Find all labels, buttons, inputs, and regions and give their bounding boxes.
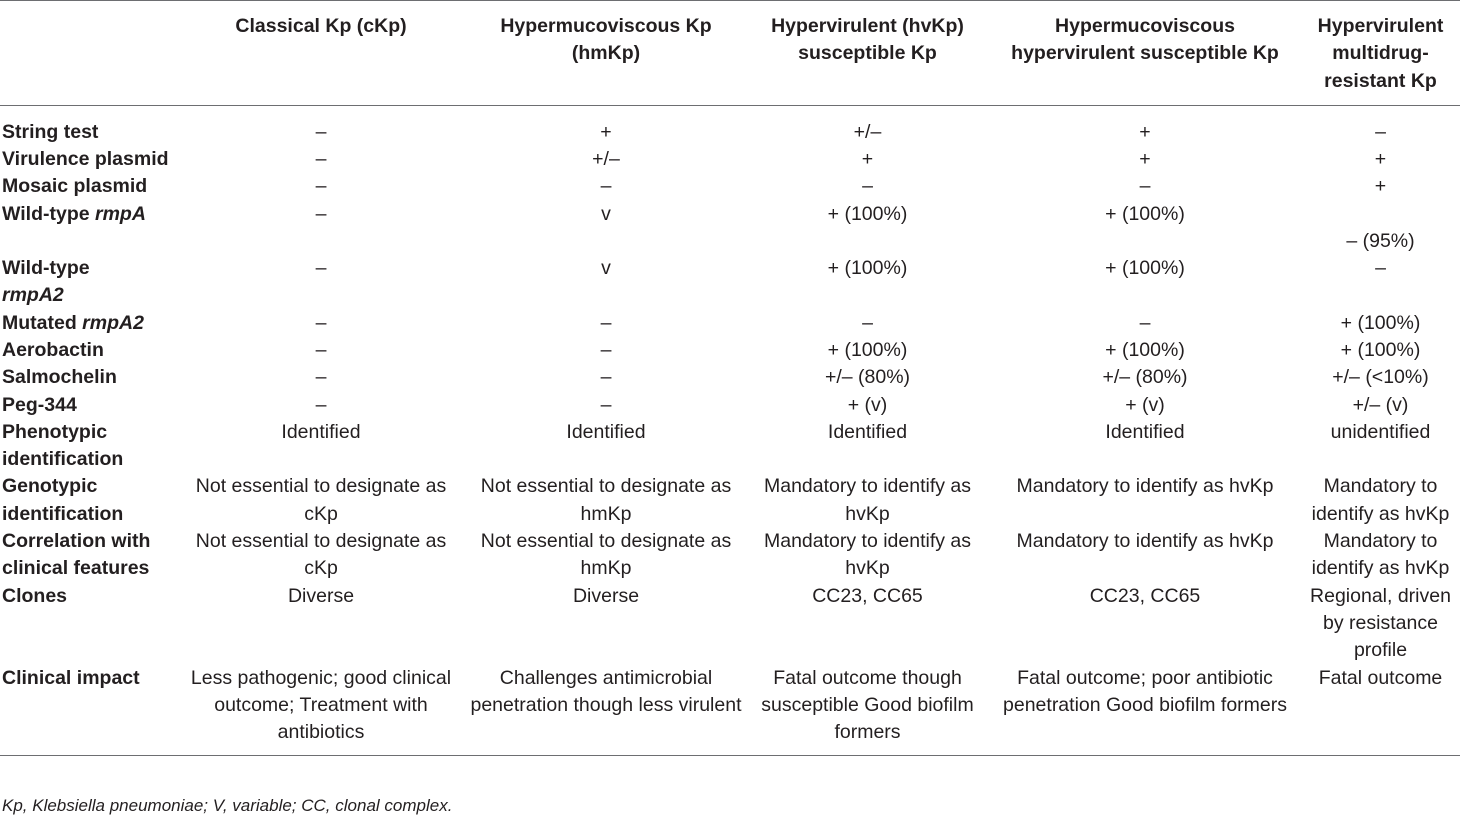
- table-row: [0, 105, 1460, 146]
- table-cell: Not essential to designate as cKp: [195, 530, 447, 580]
- table-row: [0, 364, 1460, 391]
- table-row: [0, 310, 1460, 337]
- table-cell: Mandatory to identify as hvKp: [1311, 530, 1450, 580]
- header-cell-hv-mdr: Hypervirulent multidrug-resistant Kp: [1301, 1, 1460, 106]
- table-cell: –: [600, 311, 612, 334]
- row-label-prefix: Mutated: [2, 311, 83, 334]
- table-row: [0, 173, 1460, 200]
- table-cell: Mandatory to identify as hvKp: [1311, 475, 1450, 525]
- table-cell: Mandatory to identify as hvKp: [763, 475, 972, 525]
- table-row: [0, 473, 1460, 528]
- header-cell-hm-hv-susceptible: Hypermucoviscous hypervirulent susceptible Kp: [989, 1, 1301, 106]
- table-cell: Identified: [566, 420, 646, 443]
- table-cell: + (100%): [1105, 338, 1185, 361]
- row-label-prefix: Wild-type: [2, 257, 90, 280]
- table-cell: CC23, CC65: [1089, 584, 1201, 607]
- row-label: [0, 201, 176, 255]
- row-label: Phenotypic identification: [2, 420, 124, 471]
- table-cell: CC23, CC65: [812, 584, 923, 607]
- row-label: Clinical impact: [0, 665, 176, 756]
- table-row: [0, 146, 1460, 173]
- row-label: Peg-344: [2, 393, 77, 416]
- table-cell: Fatal outcome; poor antibiotic penetration Good biofilm formers: [989, 665, 1301, 756]
- table-cell: –: [315, 366, 327, 389]
- table-cell: + (100%): [1105, 202, 1185, 225]
- table-row: [0, 583, 1460, 665]
- table-cell: Not essential to designate as hmKp: [480, 530, 732, 580]
- table-row: [0, 528, 1460, 583]
- table-cell: Mandatory to identify as hvKp: [1016, 475, 1274, 498]
- row-label-gene: rmpA2: [2, 284, 64, 307]
- table-cell: + (v): [847, 393, 888, 416]
- table-cell: Mandatory to identify as hvKp: [763, 530, 972, 580]
- table-cell: Diverse: [572, 584, 640, 607]
- table-cell: +: [861, 148, 874, 171]
- header-cell-classical: Classical Kp (cKp): [176, 1, 466, 106]
- table-cell: –: [1139, 175, 1151, 198]
- table-cell: –: [315, 338, 327, 361]
- header-cell-hypervirulent-susceptible: Hypervirulent (hvKp) susceptible Kp: [746, 1, 989, 106]
- row-label: Clones: [2, 584, 68, 607]
- table-cell: Fatal outcome: [1301, 665, 1460, 756]
- table-row: [0, 255, 1460, 310]
- table-cell: Mandatory to identify as hvKp: [1016, 530, 1274, 553]
- table-cell: +: [1139, 148, 1151, 171]
- table-cell: +/– (80%): [1102, 366, 1188, 389]
- table-cell: Less pathogenic; good clinical outcome; Treatment with antibiotics: [176, 665, 466, 756]
- table-cell: + (v): [1125, 393, 1165, 416]
- table-cell: + (100%): [827, 338, 908, 361]
- table-cell: +/–: [853, 120, 882, 143]
- table-cell: Identified: [827, 420, 908, 443]
- row-label-gene: rmpA2: [82, 311, 144, 334]
- table-cell: + (100%): [1340, 338, 1421, 361]
- table-cell: Challenges antimicrobial penetration though less virulent: [466, 665, 746, 756]
- table-row: [0, 201, 1460, 255]
- table-row: [0, 392, 1460, 419]
- table-cell: –: [315, 257, 327, 280]
- table-cell: –: [862, 175, 873, 198]
- table-cell: –: [600, 175, 612, 198]
- table-cell: unidentified: [1330, 420, 1431, 443]
- row-label-prefix: Wild-type: [2, 202, 95, 225]
- row-label: Genotypic identification: [2, 475, 124, 525]
- table-cell: +: [600, 120, 612, 143]
- table-row: [0, 665, 1460, 756]
- header-cell-hypermucoviscous: Hypermucoviscous Kp (hmKp): [466, 1, 746, 106]
- row-label: [0, 310, 176, 337]
- table-cell: +/– (<10%): [1332, 366, 1429, 389]
- header-cell-empty: [0, 1, 176, 106]
- table-cell: –: [1375, 257, 1386, 280]
- table-cell: + (100%): [827, 257, 908, 280]
- table-cell-text: – (95%): [1346, 229, 1415, 252]
- table-cell: –: [315, 311, 327, 334]
- table-cell: +/– (80%): [824, 366, 911, 389]
- row-label: [0, 255, 176, 310]
- table-cell: –: [315, 202, 327, 225]
- table-cell: Identified: [281, 420, 361, 443]
- table-cell: –: [600, 393, 612, 416]
- table-row: [0, 337, 1460, 364]
- row-label: Mosaic plasmid: [2, 175, 148, 198]
- table-cell: Not essential to designate as cKp: [195, 475, 447, 525]
- header-row: [0, 1, 1460, 106]
- table-cell: +/–: [592, 148, 620, 171]
- table-cell: –: [600, 366, 612, 389]
- row-label: String test: [2, 120, 99, 143]
- table-cell: –: [600, 338, 612, 361]
- table-cell: v: [601, 257, 611, 280]
- table-footnote: Kp, Klebsiella pneumoniae; V, variable; CC, clonal complex.: [2, 796, 453, 815]
- table-cell: –: [862, 311, 873, 334]
- table-cell: + (100%): [827, 202, 908, 225]
- row-label: Aerobactin: [2, 338, 104, 361]
- table-cell: Fatal outcome though susceptible Good biofilm formers: [746, 665, 989, 756]
- table-cell: + (100%): [1105, 257, 1185, 280]
- table-cell: –: [1139, 311, 1151, 334]
- table-cell: v: [601, 202, 611, 225]
- row-label: Correlation with clinical features: [2, 530, 151, 580]
- row-label: Virulence plasmid: [2, 148, 169, 171]
- table-cell: +: [1374, 148, 1387, 171]
- table-cell: –: [1375, 120, 1386, 143]
- table-cell: –: [315, 148, 327, 171]
- table-cell: Not essential to designate as hmKp: [480, 475, 732, 525]
- table-cell: +/– (v): [1352, 393, 1409, 416]
- table-cell: Diverse: [287, 584, 355, 607]
- table-cell: +: [1139, 120, 1151, 143]
- table-cell: Regional, driven by resistance profile: [1310, 584, 1451, 662]
- table-row: [0, 419, 1460, 474]
- row-label: Salmochelin: [2, 366, 117, 389]
- table-cell: –: [315, 120, 327, 143]
- table-cell: +: [1374, 175, 1387, 198]
- table-cell: + (100%): [1340, 311, 1421, 334]
- table-cell: –: [315, 393, 327, 416]
- table-cell: –: [315, 175, 327, 198]
- row-label-gene: rmpA: [95, 202, 146, 225]
- table-cell: Identified: [1105, 420, 1185, 443]
- table-cell: [1301, 201, 1460, 255]
